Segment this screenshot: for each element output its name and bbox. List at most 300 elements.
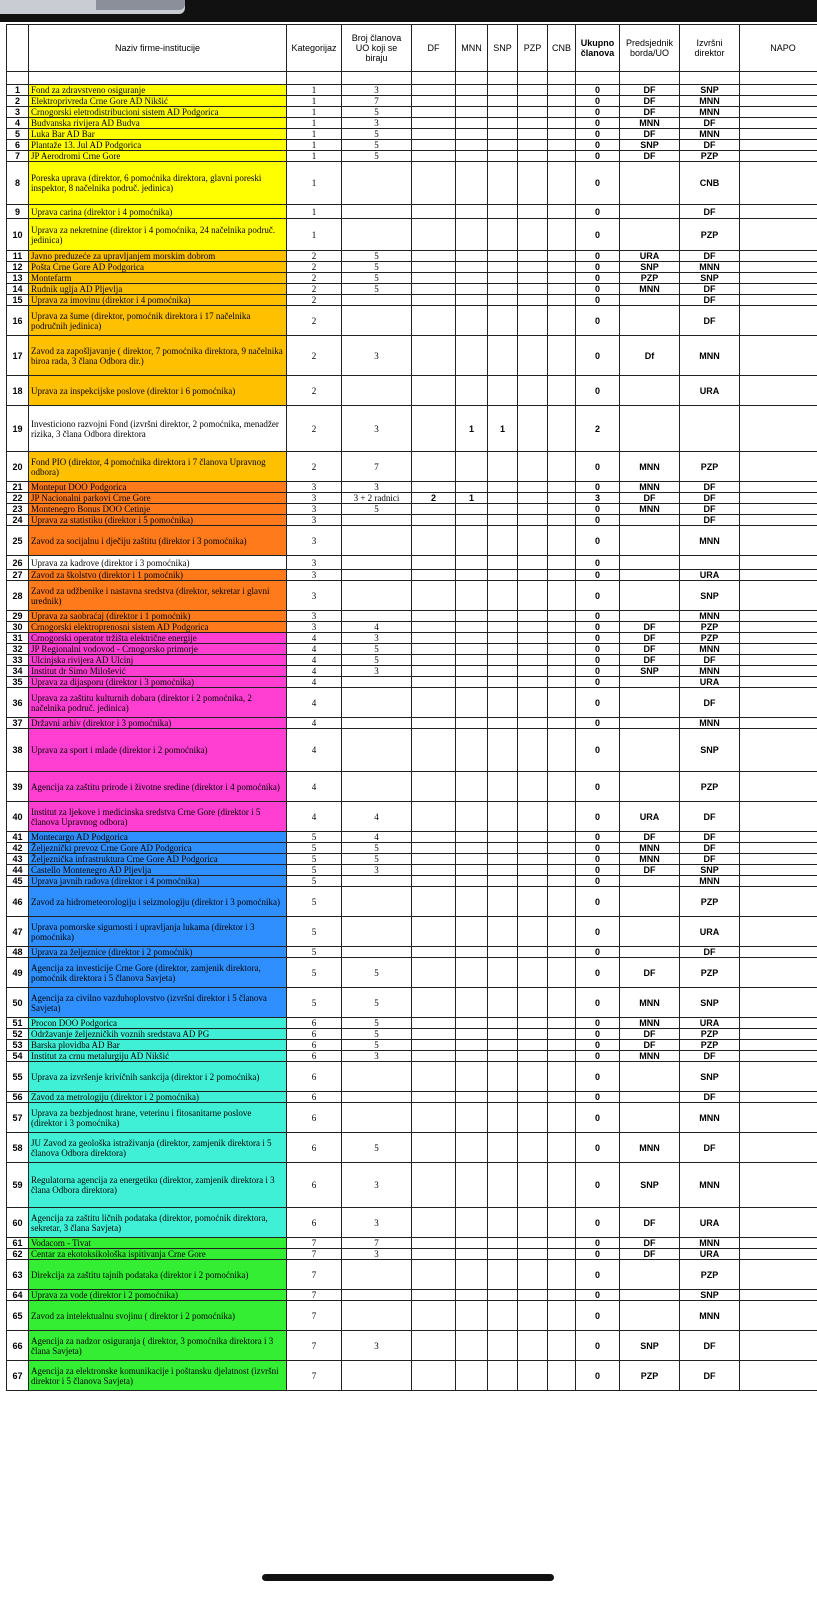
row-number-cell[interactable]: 5 [7, 129, 29, 140]
mnn-cell[interactable] [456, 887, 488, 917]
director-cell[interactable]: SNP [680, 865, 740, 876]
pzp-cell[interactable] [518, 1260, 548, 1290]
notes-cell[interactable] [740, 1103, 817, 1133]
df-cell[interactable] [412, 988, 456, 1018]
total-cell[interactable]: 0 [576, 85, 620, 96]
cnb-cell[interactable] [548, 832, 576, 843]
df-cell[interactable] [412, 1092, 456, 1103]
total-cell[interactable]: 0 [576, 865, 620, 876]
cnb-cell[interactable] [548, 718, 576, 729]
name-cell[interactable]: Budvanska rivijera AD Budva [29, 118, 287, 129]
name-cell[interactable]: Uprava za dijasporu (direktor i 3 pomoćnika) [29, 677, 287, 688]
president-cell[interactable] [620, 688, 680, 718]
cnb-cell[interactable] [548, 107, 576, 118]
director-cell[interactable]: MNN [680, 129, 740, 140]
director-cell[interactable]: PZP [680, 887, 740, 917]
director-cell[interactable]: DF [680, 854, 740, 865]
cnb-cell[interactable] [548, 526, 576, 556]
df-cell[interactable] [412, 1249, 456, 1260]
cnb-cell[interactable] [548, 1133, 576, 1163]
total-cell[interactable]: 0 [576, 118, 620, 129]
total-cell[interactable]: 0 [576, 729, 620, 772]
pzp-cell[interactable] [518, 772, 548, 802]
notes-cell[interactable] [740, 666, 817, 677]
category-cell[interactable]: 6 [287, 1133, 342, 1163]
board-members-cell[interactable]: 7 [342, 96, 412, 107]
mnn-cell[interactable] [456, 140, 488, 151]
board-members-cell[interactable]: 5 [342, 655, 412, 666]
category-cell[interactable]: 3 [287, 556, 342, 570]
director-cell[interactable]: SNP [680, 988, 740, 1018]
notes-cell[interactable] [740, 644, 817, 655]
category-cell[interactable]: 3 [287, 581, 342, 611]
president-cell[interactable] [620, 581, 680, 611]
cnb-cell[interactable] [548, 151, 576, 162]
name-cell[interactable]: Agencija za investicije Crne Gore (direktor, zamjenik direktora, pomoćnik direktora i 5 članova Savjeta) [29, 958, 287, 988]
name-cell[interactable]: Centar za ekotoksikološka ispitivanja Crne Gore [29, 1249, 287, 1260]
pzp-cell[interactable] [518, 611, 548, 622]
director-cell[interactable]: DF [680, 118, 740, 129]
table-cell[interactable] [740, 72, 817, 85]
category-cell[interactable]: 1 [287, 129, 342, 140]
header-cnb[interactable]: CNB [548, 25, 576, 72]
category-cell[interactable]: 5 [287, 854, 342, 865]
row-number-cell[interactable]: 30 [7, 622, 29, 633]
cnb-cell[interactable] [548, 306, 576, 336]
pzp-cell[interactable] [518, 515, 548, 526]
cnb-cell[interactable] [548, 644, 576, 655]
name-cell[interactable]: Montefarm [29, 273, 287, 284]
total-cell[interactable]: 0 [576, 336, 620, 376]
df-cell[interactable] [412, 556, 456, 570]
board-members-cell[interactable]: 7 [342, 1238, 412, 1249]
mnn-cell[interactable] [456, 482, 488, 493]
board-members-cell[interactable]: 3 [342, 666, 412, 677]
category-cell[interactable]: 6 [287, 1051, 342, 1062]
total-cell[interactable]: 0 [576, 688, 620, 718]
board-members-cell[interactable] [342, 219, 412, 251]
snp-cell[interactable] [488, 1103, 518, 1133]
director-cell[interactable]: URA [680, 677, 740, 688]
pzp-cell[interactable] [518, 1331, 548, 1361]
row-number-cell[interactable]: 58 [7, 1133, 29, 1163]
category-cell[interactable]: 4 [287, 677, 342, 688]
cnb-cell[interactable] [548, 284, 576, 295]
df-cell[interactable] [412, 644, 456, 655]
notes-cell[interactable] [740, 1029, 817, 1040]
df-cell[interactable] [412, 832, 456, 843]
row-number-cell[interactable]: 31 [7, 633, 29, 644]
name-cell[interactable]: Zavod za udžbenike i nastavna sredstva (direktor, sekretar i glavni urednik) [29, 581, 287, 611]
pzp-cell[interactable] [518, 129, 548, 140]
mnn-cell[interactable] [456, 262, 488, 273]
mnn-cell[interactable] [456, 1029, 488, 1040]
df-cell[interactable] [412, 118, 456, 129]
pzp-cell[interactable] [518, 1051, 548, 1062]
notes-cell[interactable] [740, 295, 817, 306]
director-cell[interactable]: DF [680, 251, 740, 262]
snp-cell[interactable] [488, 107, 518, 118]
notes-cell[interactable] [740, 947, 817, 958]
snp-cell[interactable] [488, 162, 518, 205]
president-cell[interactable]: MNN [620, 1018, 680, 1029]
cnb-cell[interactable] [548, 295, 576, 306]
director-cell[interactable]: DF [680, 1331, 740, 1361]
notes-cell[interactable] [740, 129, 817, 140]
cnb-cell[interactable] [548, 262, 576, 273]
cnb-cell[interactable] [548, 1103, 576, 1133]
snp-cell[interactable] [488, 865, 518, 876]
df-cell[interactable] [412, 1029, 456, 1040]
director-cell[interactable]: SNP [680, 85, 740, 96]
president-cell[interactable]: MNN [620, 1133, 680, 1163]
row-number-cell[interactable]: 10 [7, 219, 29, 251]
snp-cell[interactable] [488, 718, 518, 729]
board-members-cell[interactable]: 3 [342, 1051, 412, 1062]
category-cell[interactable]: 2 [287, 251, 342, 262]
board-members-cell[interactable]: 5 [342, 1133, 412, 1163]
cnb-cell[interactable] [548, 633, 576, 644]
total-cell[interactable]: 0 [576, 655, 620, 666]
snp-cell[interactable] [488, 515, 518, 526]
cnb-cell[interactable] [548, 452, 576, 482]
notes-cell[interactable] [740, 1040, 817, 1051]
board-members-cell[interactable] [342, 729, 412, 772]
row-number-cell[interactable]: 62 [7, 1249, 29, 1260]
pzp-cell[interactable] [518, 251, 548, 262]
df-cell[interactable] [412, 1290, 456, 1301]
name-cell[interactable]: Zavod za hidrometeorologiju i seizmologiju (direktor i 3 pomoćnika) [29, 887, 287, 917]
total-cell[interactable]: 3 [576, 493, 620, 504]
row-number-cell[interactable]: 46 [7, 887, 29, 917]
pzp-cell[interactable] [518, 118, 548, 129]
total-cell[interactable]: 0 [576, 633, 620, 644]
board-members-cell[interactable]: 7 [342, 452, 412, 482]
board-members-cell[interactable] [342, 376, 412, 406]
header-df[interactable]: DF [412, 25, 456, 72]
cnb-cell[interactable] [548, 865, 576, 876]
df-cell[interactable] [412, 1301, 456, 1331]
mnn-cell[interactable] [456, 1301, 488, 1331]
board-members-cell[interactable] [342, 515, 412, 526]
director-cell[interactable]: DF [680, 205, 740, 219]
president-cell[interactable] [620, 718, 680, 729]
category-cell[interactable]: 4 [287, 688, 342, 718]
name-cell[interactable]: Uprava za nekretnine (direktor i 4 pomoćnika, 24 načelnika područ. jedinica) [29, 219, 287, 251]
director-cell[interactable]: PZP [680, 151, 740, 162]
category-cell[interactable]: 6 [287, 1103, 342, 1133]
mnn-cell[interactable] [456, 1260, 488, 1290]
snp-cell[interactable] [488, 1238, 518, 1249]
president-cell[interactable] [620, 677, 680, 688]
president-cell[interactable]: DF [620, 633, 680, 644]
notes-cell[interactable] [740, 376, 817, 406]
category-cell[interactable]: 6 [287, 1208, 342, 1238]
row-number-cell[interactable]: 7 [7, 151, 29, 162]
df-cell[interactable] [412, 306, 456, 336]
notes-cell[interactable] [740, 118, 817, 129]
total-cell[interactable]: 0 [576, 843, 620, 854]
total-cell[interactable]: 0 [576, 205, 620, 219]
snp-cell[interactable] [488, 1029, 518, 1040]
snp-cell[interactable] [488, 151, 518, 162]
cnb-cell[interactable] [548, 1018, 576, 1029]
row-number-cell[interactable]: 21 [7, 482, 29, 493]
director-cell[interactable]: PZP [680, 622, 740, 633]
df-cell[interactable] [412, 140, 456, 151]
name-cell[interactable]: Luka Bar AD Bar [29, 129, 287, 140]
notes-cell[interactable] [740, 611, 817, 622]
row-number-cell[interactable]: 26 [7, 556, 29, 570]
director-cell[interactable]: MNN [680, 644, 740, 655]
mnn-cell[interactable] [456, 273, 488, 284]
notes-cell[interactable] [740, 622, 817, 633]
header-no[interactable] [7, 25, 29, 72]
cnb-cell[interactable] [548, 96, 576, 107]
total-cell[interactable]: 0 [576, 611, 620, 622]
notes-cell[interactable] [740, 1331, 817, 1361]
notes-cell[interactable] [740, 832, 817, 843]
category-cell[interactable]: 3 [287, 570, 342, 581]
pzp-cell[interactable] [518, 85, 548, 96]
pzp-cell[interactable] [518, 633, 548, 644]
category-cell[interactable]: 1 [287, 219, 342, 251]
board-members-cell[interactable]: 4 [342, 802, 412, 832]
total-cell[interactable]: 0 [576, 219, 620, 251]
category-cell[interactable]: 3 [287, 611, 342, 622]
mnn-cell[interactable] [456, 633, 488, 644]
mnn-cell[interactable] [456, 1051, 488, 1062]
total-cell[interactable]: 0 [576, 802, 620, 832]
category-cell[interactable]: 1 [287, 151, 342, 162]
df-cell[interactable] [412, 729, 456, 772]
mnn-cell[interactable] [456, 772, 488, 802]
snp-cell[interactable] [488, 140, 518, 151]
mnn-cell[interactable] [456, 504, 488, 515]
df-cell[interactable]: 2 [412, 493, 456, 504]
cnb-cell[interactable] [548, 140, 576, 151]
total-cell[interactable]: 0 [576, 1361, 620, 1391]
row-number-cell[interactable]: 35 [7, 677, 29, 688]
df-cell[interactable] [412, 1260, 456, 1290]
category-cell[interactable]: 5 [287, 947, 342, 958]
row-number-cell[interactable]: 29 [7, 611, 29, 622]
df-cell[interactable] [412, 406, 456, 452]
cnb-cell[interactable] [548, 611, 576, 622]
name-cell[interactable]: Javno preduzeće za upravljanjem morskim dobrom [29, 251, 287, 262]
president-cell[interactable]: Df [620, 336, 680, 376]
president-cell[interactable] [620, 917, 680, 947]
row-number-cell[interactable]: 13 [7, 273, 29, 284]
total-cell[interactable]: 0 [576, 772, 620, 802]
snp-cell[interactable] [488, 854, 518, 865]
row-number-cell[interactable]: 15 [7, 295, 29, 306]
snp-cell[interactable] [488, 666, 518, 677]
mnn-cell[interactable]: 1 [456, 406, 488, 452]
board-members-cell[interactable]: 5 [342, 284, 412, 295]
notes-cell[interactable] [740, 1208, 817, 1238]
board-members-cell[interactable]: 5 [342, 262, 412, 273]
name-cell[interactable]: Uprava za sport i mlade (direktor i 2 pomoćnika) [29, 729, 287, 772]
total-cell[interactable]: 0 [576, 854, 620, 865]
director-cell[interactable]: DF [680, 802, 740, 832]
row-number-cell[interactable]: 49 [7, 958, 29, 988]
director-cell[interactable]: DF [680, 284, 740, 295]
president-cell[interactable]: DF [620, 129, 680, 140]
df-cell[interactable] [412, 1062, 456, 1092]
director-cell[interactable]: DF [680, 295, 740, 306]
total-cell[interactable]: 0 [576, 1249, 620, 1260]
snp-cell[interactable] [488, 251, 518, 262]
mnn-cell[interactable] [456, 251, 488, 262]
president-cell[interactable] [620, 376, 680, 406]
row-number-cell[interactable]: 64 [7, 1290, 29, 1301]
header-notes[interactable]: NAPO [740, 25, 817, 72]
president-cell[interactable]: DF [620, 832, 680, 843]
row-number-cell[interactable]: 65 [7, 1301, 29, 1331]
df-cell[interactable] [412, 958, 456, 988]
pzp-cell[interactable] [518, 917, 548, 947]
notes-cell[interactable] [740, 917, 817, 947]
notes-cell[interactable] [740, 284, 817, 295]
df-cell[interactable] [412, 865, 456, 876]
notes-cell[interactable] [740, 772, 817, 802]
row-number-cell[interactable]: 53 [7, 1040, 29, 1051]
row-number-cell[interactable]: 34 [7, 666, 29, 677]
row-number-cell[interactable]: 44 [7, 865, 29, 876]
category-cell[interactable]: 6 [287, 1040, 342, 1051]
cnb-cell[interactable] [548, 843, 576, 854]
pzp-cell[interactable] [518, 493, 548, 504]
snp-cell[interactable]: 1 [488, 406, 518, 452]
notes-cell[interactable] [740, 887, 817, 917]
name-cell[interactable]: Institut dr Simo Milošević [29, 666, 287, 677]
snp-cell[interactable] [488, 611, 518, 622]
cnb-cell[interactable] [548, 1163, 576, 1208]
total-cell[interactable]: 0 [576, 1029, 620, 1040]
name-cell[interactable]: Državni arhiv (direktor i 3 pomoćnika) [29, 718, 287, 729]
board-members-cell[interactable]: 5 [342, 151, 412, 162]
board-members-cell[interactable]: 5 [342, 129, 412, 140]
total-cell[interactable]: 2 [576, 406, 620, 452]
category-cell[interactable]: 5 [287, 958, 342, 988]
total-cell[interactable]: 0 [576, 482, 620, 493]
df-cell[interactable] [412, 219, 456, 251]
row-number-cell[interactable]: 57 [7, 1103, 29, 1133]
board-members-cell[interactable] [342, 1301, 412, 1331]
president-cell[interactable] [620, 1290, 680, 1301]
cnb-cell[interactable] [548, 1331, 576, 1361]
df-cell[interactable] [412, 1331, 456, 1361]
name-cell[interactable]: Uprava za vode (direktor i 2 pomoćnika) [29, 1290, 287, 1301]
president-cell[interactable]: MNN [620, 988, 680, 1018]
notes-cell[interactable] [740, 526, 817, 556]
snp-cell[interactable] [488, 96, 518, 107]
category-cell[interactable]: 2 [287, 406, 342, 452]
df-cell[interactable] [412, 1018, 456, 1029]
category-cell[interactable]: 7 [287, 1301, 342, 1331]
cnb-cell[interactable] [548, 205, 576, 219]
board-members-cell[interactable]: 5 [342, 1018, 412, 1029]
board-members-cell[interactable]: 5 [342, 854, 412, 865]
name-cell[interactable]: Rudnik uglja AD Pljevlja [29, 284, 287, 295]
director-cell[interactable]: PZP [680, 958, 740, 988]
category-cell[interactable]: 5 [287, 832, 342, 843]
total-cell[interactable]: 0 [576, 1018, 620, 1029]
president-cell[interactable] [620, 406, 680, 452]
category-cell[interactable]: 2 [287, 336, 342, 376]
name-cell[interactable]: Agencija za zaštitu prirode i životne sredine (direktor i 4 pomoćnika) [29, 772, 287, 802]
snp-cell[interactable] [488, 493, 518, 504]
name-cell[interactable]: Montenegro Bonus DOO Cetinje [29, 504, 287, 515]
snp-cell[interactable] [488, 832, 518, 843]
name-cell[interactable]: Monteput DOO Podgorica [29, 482, 287, 493]
category-cell[interactable]: 5 [287, 865, 342, 876]
category-cell[interactable]: 4 [287, 666, 342, 677]
df-cell[interactable] [412, 843, 456, 854]
category-cell[interactable]: 1 [287, 118, 342, 129]
notes-cell[interactable] [740, 688, 817, 718]
mnn-cell[interactable] [456, 1092, 488, 1103]
mnn-cell[interactable] [456, 802, 488, 832]
snp-cell[interactable] [488, 988, 518, 1018]
category-cell[interactable]: 3 [287, 515, 342, 526]
notes-cell[interactable] [740, 1301, 817, 1331]
snp-cell[interactable] [488, 1331, 518, 1361]
df-cell[interactable] [412, 772, 456, 802]
name-cell[interactable]: Crnogorski eletrodistribucioni sistem AD Podgorica [29, 107, 287, 118]
director-cell[interactable]: MNN [680, 1238, 740, 1249]
name-cell[interactable]: JU Zavod za geološka istraživanja (direktor, zamjenik direktora i 5 članova Odbora direktora) [29, 1133, 287, 1163]
snp-cell[interactable] [488, 1133, 518, 1163]
total-cell[interactable]: 0 [576, 1092, 620, 1103]
board-members-cell[interactable] [342, 556, 412, 570]
president-cell[interactable]: DF [620, 655, 680, 666]
cnb-cell[interactable] [548, 376, 576, 406]
header-total[interactable]: Ukupno članova [576, 25, 620, 72]
mnn-cell[interactable] [456, 1238, 488, 1249]
cnb-cell[interactable] [548, 219, 576, 251]
table-cell[interactable] [518, 72, 548, 85]
name-cell[interactable]: Uprava za izvršenje krivičnih sankcija (direktor i 2 pomoćnika) [29, 1062, 287, 1092]
president-cell[interactable]: MNN [620, 504, 680, 515]
cnb-cell[interactable] [548, 1249, 576, 1260]
total-cell[interactable]: 0 [576, 677, 620, 688]
snp-cell[interactable] [488, 452, 518, 482]
df-cell[interactable] [412, 854, 456, 865]
pzp-cell[interactable] [518, 988, 548, 1018]
president-cell[interactable] [620, 1062, 680, 1092]
category-cell[interactable]: 5 [287, 876, 342, 887]
cnb-cell[interactable] [548, 162, 576, 205]
snp-cell[interactable] [488, 688, 518, 718]
category-cell[interactable]: 2 [287, 306, 342, 336]
pzp-cell[interactable] [518, 688, 548, 718]
cnb-cell[interactable] [548, 1062, 576, 1092]
notes-cell[interactable] [740, 1290, 817, 1301]
table-cell[interactable] [488, 72, 518, 85]
df-cell[interactable] [412, 1051, 456, 1062]
board-members-cell[interactable]: 3 [342, 865, 412, 876]
notes-cell[interactable] [740, 1163, 817, 1208]
pzp-cell[interactable] [518, 581, 548, 611]
name-cell[interactable]: Regulatorna agencija za energetiku (direktor, zamjenik direktora i 3 člana Odbora direktora) [29, 1163, 287, 1208]
category-cell[interactable]: 4 [287, 718, 342, 729]
df-cell[interactable] [412, 718, 456, 729]
director-cell[interactable]: SNP [680, 729, 740, 772]
snp-cell[interactable] [488, 622, 518, 633]
total-cell[interactable]: 0 [576, 151, 620, 162]
